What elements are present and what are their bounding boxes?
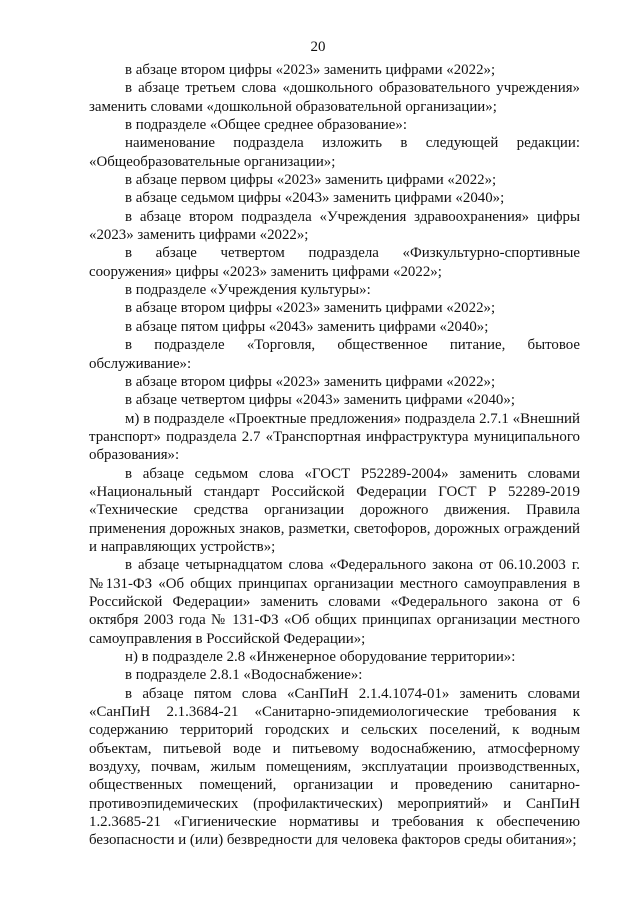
- paragraph: в абзаце четвертом цифры «2043» заменить цифрами «2040»;: [125, 392, 515, 409]
- paragraph: наименование подраздела изложить в следующей редакции: «Общеобразовательные организации»;: [89, 135, 580, 170]
- paragraph: в абзаце четвертом подраздела «Физкультурно-спортивные сооружения» цифры «2023» заменить цифрами «2022»;: [89, 245, 580, 280]
- paragraph: в абзаце первом цифры «2023» заменить цифрами «2022»;: [125, 172, 497, 189]
- paragraph: в абзаце пятом слова «СанПиН 2.1.4.1074-01» заменить словами «СанПиН 2.1.3684-21 «Санитарно-эпидемиологические требования к содержанию территорий городских и сельских поселений, к водным объектам, питьевой воде и питьевому водоснабжению, атмосферному воздуху, почвам, жилым помещениям, эксплуатации производственных, общественных помещений, организации и проведению санитарно-противоэпидемических (профилактических) мероприятий» и СанПиН 1.2.3685-21 «Гигиенические нормативы и требования к обеспечению безопасности и (или) безвредности для человека факторов среды обитания»;: [89, 685, 580, 849]
- paragraph: в абзаце третьем слова «дошкольного образовательного учреждения» заменить словами «дошкольной образовательной организации»;: [89, 80, 580, 115]
- paragraph: в абзаце втором цифры «2023» заменить цифрами «2022»;: [125, 300, 496, 317]
- paragraph: в абзаце четырнадцатом слова «Федерального закона от 06.10.2003 г. №131-ФЗ «Об общих принципах организации местного самоуправления в Российской Федерации» заменить словами «Федерального закона от 6 октября 2003 года № 131-ФЗ «Об общих принципах организации местного самоуправления в Российской Федерации»;: [89, 557, 580, 647]
- paragraph: в подразделе «Учреждения культуры»:: [125, 282, 371, 299]
- document-body: [89, 61, 580, 850]
- paragraph: м) в подразделе «Проектные предложения» подраздела 2.7.1 «Внешний транспорт» подраздела 2.7 «Транспортная инфраструктура муниципального образования»:: [89, 410, 580, 464]
- paragraph: в подразделе 2.8.1 «Водоснабжение»:: [125, 667, 363, 684]
- paragraph: н) в подразделе 2.8 «Инженерное оборудование территории»:: [125, 649, 516, 665]
- paragraph: в абзаце седьмом цифры «2043» заменить цифрами «2040»;: [125, 190, 505, 207]
- page-number: 20: [310, 39, 326, 55]
- paragraph: в подразделе «Торговля, общественное питание, бытовое обслуживание»:: [89, 337, 580, 372]
- paragraph: в подразделе «Общее среднее образование»:: [125, 117, 407, 134]
- paragraph: в абзаце седьмом слова «ГОСТ Р52289-2004» заменить словами «Национальный стандарт Российской Федерации ГОСТ Р 52289-2019 «Технические средства организации дорожного движения. Правила применения дорожных знаков, разметки, светофоров, дорожных ограждений и направляющих устройств»;: [89, 465, 580, 555]
- paragraph: в абзаце втором цифры «2023» заменить цифрами «2022»;: [125, 62, 496, 78]
- paragraph: в абзаце втором цифры «2023» заменить цифрами «2022»;: [125, 373, 496, 390]
- paragraph: в абзаце втором подраздела «Учреждения здравоохранения» цифры «2023» заменить цифрами «2022»;: [89, 208, 580, 244]
- paragraph: в абзаце пятом цифры «2043» заменить цифрами «2040»;: [125, 318, 489, 335]
